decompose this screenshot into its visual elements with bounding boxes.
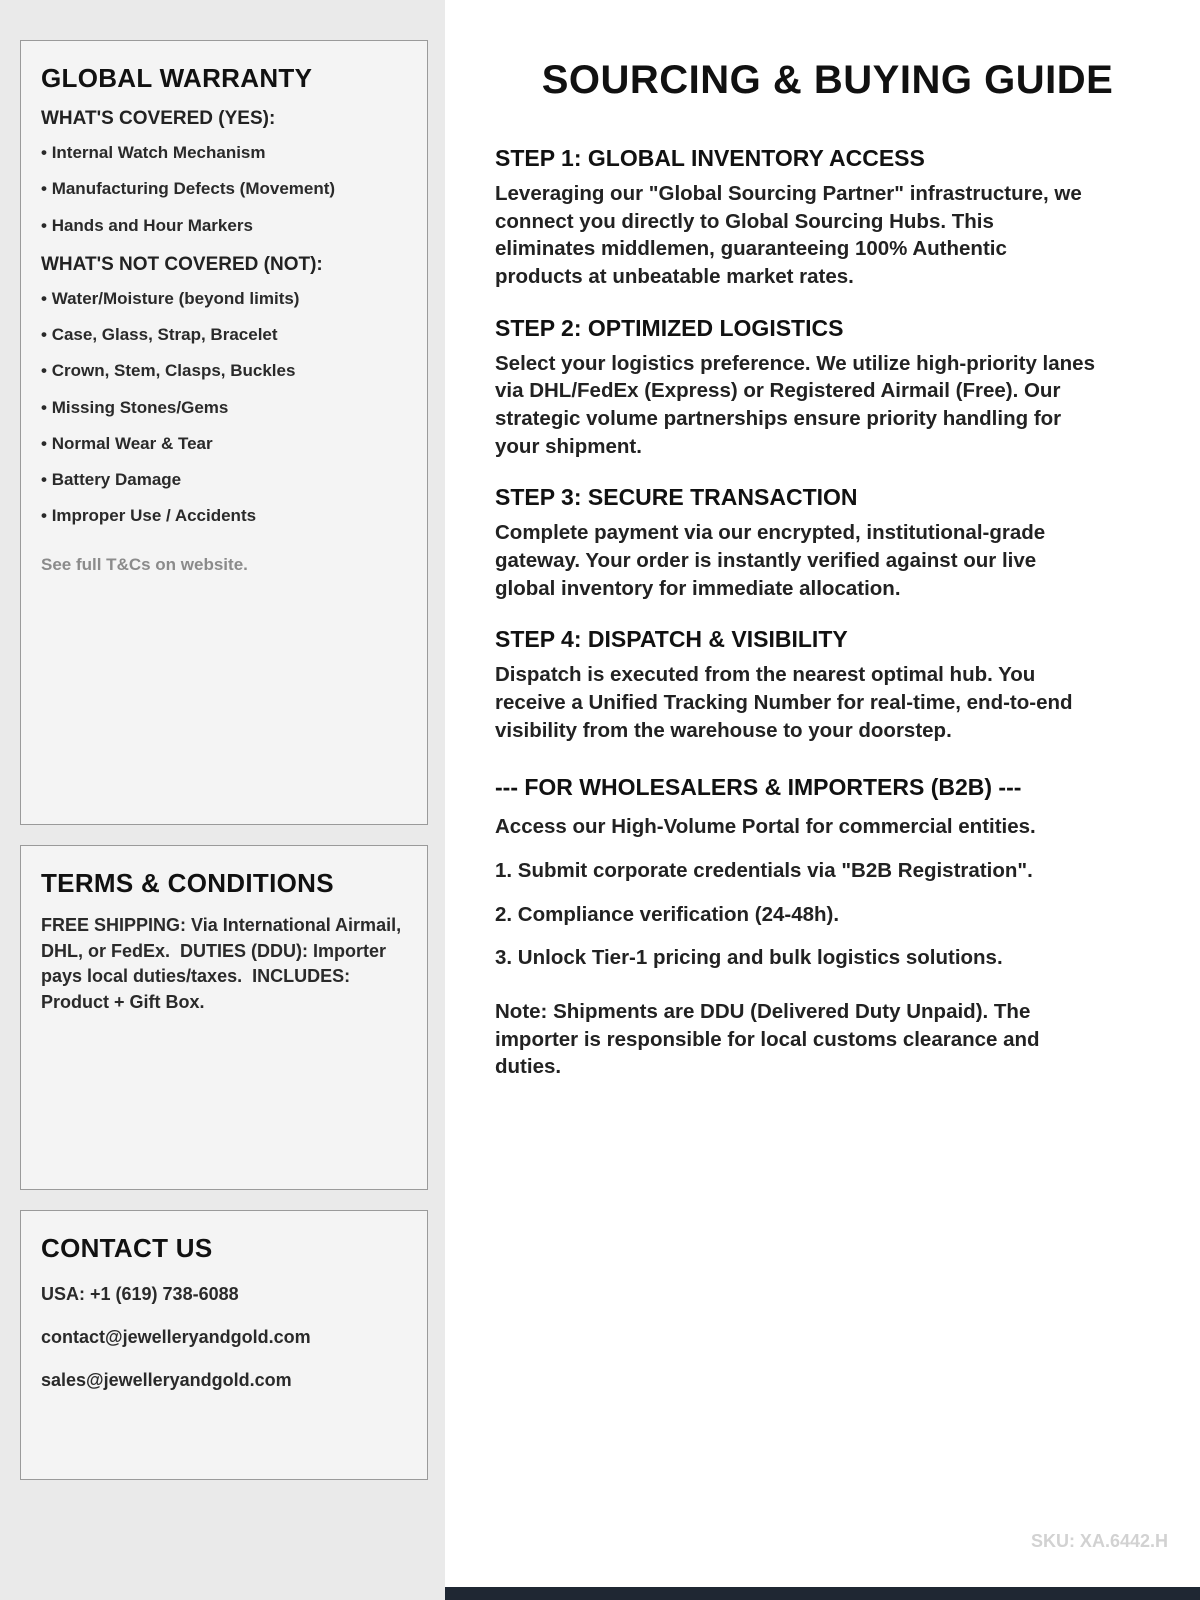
list-item: • Normal Wear & Tear bbox=[41, 433, 405, 454]
warranty-box bbox=[20, 40, 428, 825]
step-2 bbox=[495, 315, 1095, 461]
step-1-body: Leveraging our "Global Sourcing Partner" infrastructure, we connect you directly to Global Sourcing Hubs. This eliminates middlemen, guaranteeing 100% Authentic products at unbeatable market rates. bbox=[495, 182, 1082, 289]
step-4 bbox=[495, 626, 1095, 744]
list-item: • Improper Use / Accidents bbox=[41, 505, 405, 526]
sales-email: sales@jewelleryandgold.com bbox=[41, 1370, 292, 1390]
step-4-body: Dispatch is executed from the nearest optimal hub. You receive a Unified Tracking Number for real-time, end-to-end visibility from the warehouse to your doorstep. bbox=[495, 663, 1073, 742]
b2b-intro: Access our High-Volume Portal for commercial entities. bbox=[495, 815, 1036, 839]
covered-list bbox=[41, 142, 405, 236]
sidebar bbox=[0, 0, 445, 1600]
main-content bbox=[445, 0, 1200, 1600]
b2b-item-1: 1. Submit corporate credentials via "B2B Registration". bbox=[495, 859, 1033, 883]
list-item: • Missing Stones/Gems bbox=[41, 397, 405, 418]
list-item: • Water/Moisture (beyond limits) bbox=[41, 288, 405, 309]
terms-body: FREE SHIPPING: Via International Airmail, DHL, or FedEx. DUTIES (DDU): Importer pays local duties/taxes. INCLUDES: Product + Gift Box. bbox=[41, 915, 407, 1012]
step-4-heading: STEP 4: DISPATCH & VISIBILITY bbox=[495, 626, 848, 653]
b2b-heading: --- FOR WHOLESALERS & IMPORTERS (B2B) --- bbox=[495, 774, 1022, 801]
page-title: SOURCING & BUYING GUIDE bbox=[541, 58, 1114, 102]
not-covered-list bbox=[41, 288, 405, 527]
not-covered-heading: WHAT'S NOT COVERED (NOT): bbox=[41, 253, 323, 275]
sku-label: SKU: XA.6442.H bbox=[1030, 1531, 1168, 1551]
step-1-heading: STEP 1: GLOBAL INVENTORY ACCESS bbox=[495, 145, 925, 171]
list-item: • Hands and Hour Markers bbox=[41, 215, 405, 236]
contact-box bbox=[20, 1210, 428, 1480]
step-3 bbox=[495, 484, 1095, 602]
warranty-title: GLOBAL WARRANTY bbox=[41, 63, 313, 93]
b2b-item-2: 2. Compliance verification (24-48h). bbox=[495, 902, 840, 926]
step-2-body: Select your logistics preference. We utilize high-priority lanes via DHL/FedEx (Express) or Registered Airmail (Free). Our strategic volume partnerships ensure priority handling for your shipment. bbox=[495, 351, 1095, 458]
covered-heading: WHAT'S COVERED (YES): bbox=[41, 108, 276, 129]
contact-title: CONTACT US bbox=[41, 1233, 213, 1263]
step-3-body: Complete payment via our encrypted, institutional-grade gateway. Your order is instantly verified against our live global inventory for immediate allocation. bbox=[495, 521, 1046, 600]
terms-title: TERMS & CONDITIONS bbox=[41, 868, 334, 898]
warranty-footnote: See full T&Cs on website. bbox=[41, 554, 248, 574]
b2b-note: Note: Shipments are DDU (Delivered Duty Unpaid). The importer is responsible for local customs clearance and duties. bbox=[495, 1000, 1040, 1079]
terms-box bbox=[20, 845, 428, 1190]
step-3-heading: STEP 3: SECURE TRANSACTION bbox=[495, 484, 858, 511]
contact-phone: USA: +1 (619) 738-6088 bbox=[41, 1284, 239, 1304]
guide-content bbox=[495, 145, 1095, 1081]
list-item: • Manufacturing Defects (Movement) bbox=[41, 178, 405, 199]
bottom-bar bbox=[445, 1587, 1200, 1600]
list-item: • Battery Damage bbox=[41, 469, 405, 490]
list-item: • Case, Glass, Strap, Bracelet bbox=[41, 324, 405, 345]
list-item: • Internal Watch Mechanism bbox=[41, 142, 405, 163]
b2b-item-3: 3. Unlock Tier-1 pricing and bulk logistics solutions. bbox=[495, 946, 1003, 970]
b2b-section bbox=[495, 774, 1095, 1081]
step-1 bbox=[495, 145, 1095, 291]
step-2-heading: STEP 2: OPTIMIZED LOGISTICS bbox=[495, 314, 844, 341]
list-item: • Crown, Stem, Clasps, Buckles bbox=[41, 360, 405, 381]
contact-email: contact@jewelleryandgold.com bbox=[41, 1327, 311, 1347]
